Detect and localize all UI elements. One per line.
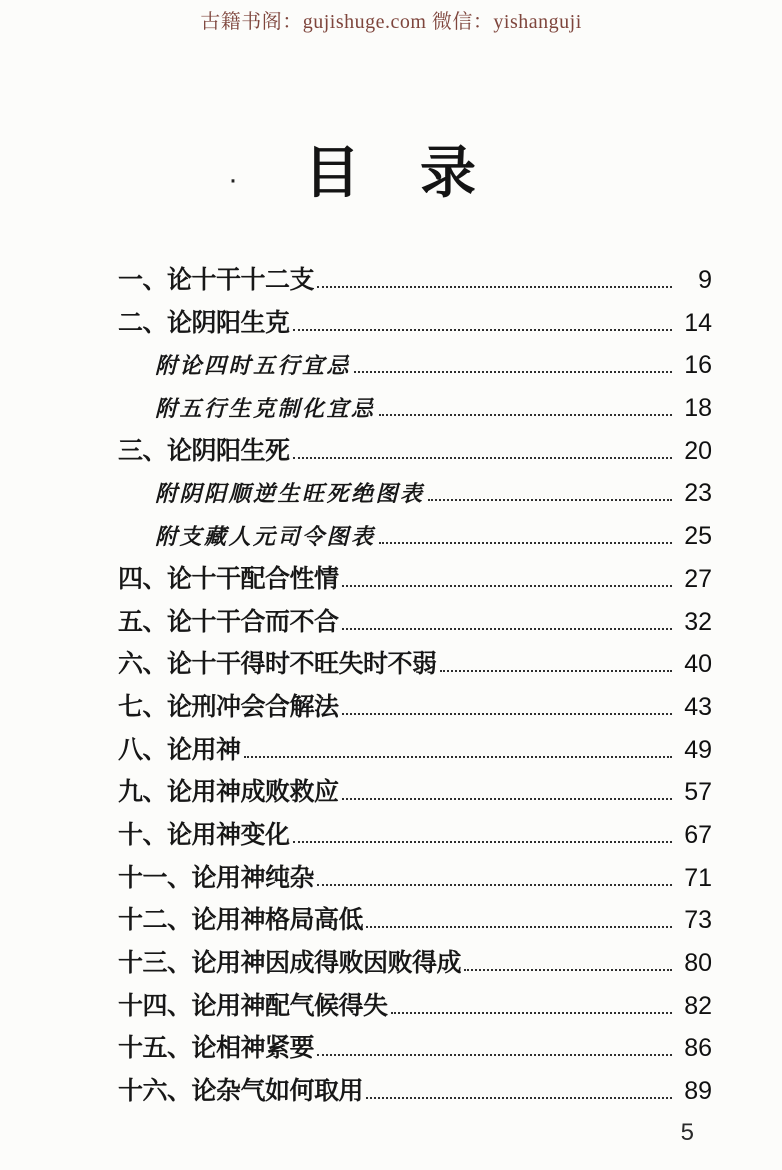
toc-entry: [118, 902, 712, 945]
toc-entry-page: 25: [684, 522, 712, 551]
toc-entry: [118, 262, 712, 305]
toc-entry: [118, 1030, 712, 1073]
folio-page-number: 5: [680, 1119, 694, 1146]
toc-entry-page: 23: [684, 479, 712, 508]
toc-entry-label: 附阴阳顺逆生旺死绝图表: [155, 481, 425, 507]
toc-entry-page: 20: [684, 436, 712, 465]
toc-entry-label: 五、论十干合而不合: [118, 607, 339, 636]
toc-entry-label: 十六、论杂气如何取用: [118, 1077, 364, 1106]
dotted-leader: [342, 792, 672, 800]
dotted-leader: [317, 280, 672, 288]
toc-entry-label: 十三、论用神因成得败因败得成: [118, 949, 462, 977]
title-bullet-dot: ·: [228, 163, 238, 196]
toc-entry-label: 十一、论用神纯杂: [118, 863, 315, 892]
toc-entry-page: 14: [684, 308, 712, 337]
dotted-leader: [244, 750, 672, 758]
toc-entry: [118, 945, 712, 988]
dotted-leader: [366, 1091, 672, 1099]
toc-entry-page: 86: [684, 1034, 712, 1063]
toc-entry-page: 67: [684, 820, 712, 849]
toc-entry-page: 89: [684, 1077, 712, 1106]
toc-entry-label: 六、论十干得时不旺失时不弱: [118, 650, 437, 679]
dotted-leader: [379, 408, 672, 416]
dotted-leader: [293, 835, 672, 843]
page-title: 目 录: [304, 143, 478, 205]
dotted-leader: [366, 920, 672, 928]
toc-entry: [118, 561, 712, 604]
toc-entry-label: 一、论十干十二支: [118, 266, 315, 294]
toc-entry-page: 43: [684, 692, 712, 721]
toc-entry: [118, 305, 712, 348]
toc-entry-page: 9: [698, 266, 712, 294]
toc-entry-page: 16: [684, 351, 712, 380]
dotted-leader: [342, 707, 672, 715]
toc-entry-label: 九、论用神成败救应: [118, 778, 339, 807]
dotted-leader: [293, 451, 672, 459]
dotted-leader: [317, 1048, 672, 1056]
toc-entry: [118, 860, 712, 903]
dotted-leader: [440, 664, 672, 672]
toc-entry-label: 二、论阴阳生克: [118, 308, 290, 337]
toc-entry-page: 18: [684, 394, 712, 423]
dotted-leader: [391, 1006, 672, 1014]
toc-entry-label: 三、论阴阳生死: [118, 436, 290, 465]
dotted-leader: [317, 878, 672, 886]
toc-entry: [118, 732, 712, 775]
toc-entry-label: 附五行生克制化宜忌: [155, 396, 376, 422]
toc-entry-page: 40: [684, 650, 712, 679]
toc-entry-page: 57: [684, 778, 712, 807]
toc-entry-label: 附支藏人元司令图表: [155, 524, 376, 550]
toc-entry: [118, 774, 712, 817]
toc-entry-page: 73: [684, 906, 712, 935]
toc-entry: [118, 433, 712, 476]
toc-entry: [118, 689, 712, 732]
toc-entry: [118, 988, 712, 1031]
dotted-leader: [379, 536, 672, 544]
toc-entry-page: 32: [684, 607, 712, 636]
toc-entry-page: 71: [684, 863, 712, 892]
toc-entry-page: 80: [684, 949, 712, 977]
watermark-site-notice: 古籍书阁：gujishuge.com 微信：yishanguji: [200, 11, 582, 33]
dotted-leader: [354, 365, 672, 373]
toc-entry-label: 八、论用神: [118, 735, 241, 764]
toc-entry-label: 十五、论相神紧要: [118, 1034, 315, 1063]
toc-entry: [118, 646, 712, 689]
toc-entry-label: 十二、论用神格局高低: [118, 906, 364, 935]
toc-entry-label: 十四、论用神配气候得失: [118, 991, 388, 1020]
toc-entry-label: 附论四时五行宜忌: [155, 353, 352, 379]
toc-entry: [118, 390, 712, 433]
dotted-leader: [293, 323, 672, 331]
toc-entry: [118, 475, 712, 518]
toc-entry: [118, 347, 712, 390]
toc-entry-label: 十、论用神变化: [118, 820, 290, 849]
toc-list: [118, 262, 712, 1116]
toc-entry-label: 七、论刑冲会合解法: [118, 692, 339, 721]
toc-entry: [118, 604, 712, 647]
dotted-leader: [464, 963, 672, 971]
toc-entry: [118, 1073, 712, 1116]
dotted-leader: [342, 622, 672, 630]
toc-entry: [118, 817, 712, 860]
dotted-leader: [428, 493, 672, 501]
toc-entry: [118, 518, 712, 561]
toc-entry-page: 49: [684, 735, 712, 764]
toc-entry-page: 27: [684, 564, 712, 593]
dotted-leader: [342, 579, 672, 587]
toc-entry-page: 82: [684, 991, 712, 1020]
toc-entry-label: 四、论十干配合性情: [118, 564, 339, 593]
